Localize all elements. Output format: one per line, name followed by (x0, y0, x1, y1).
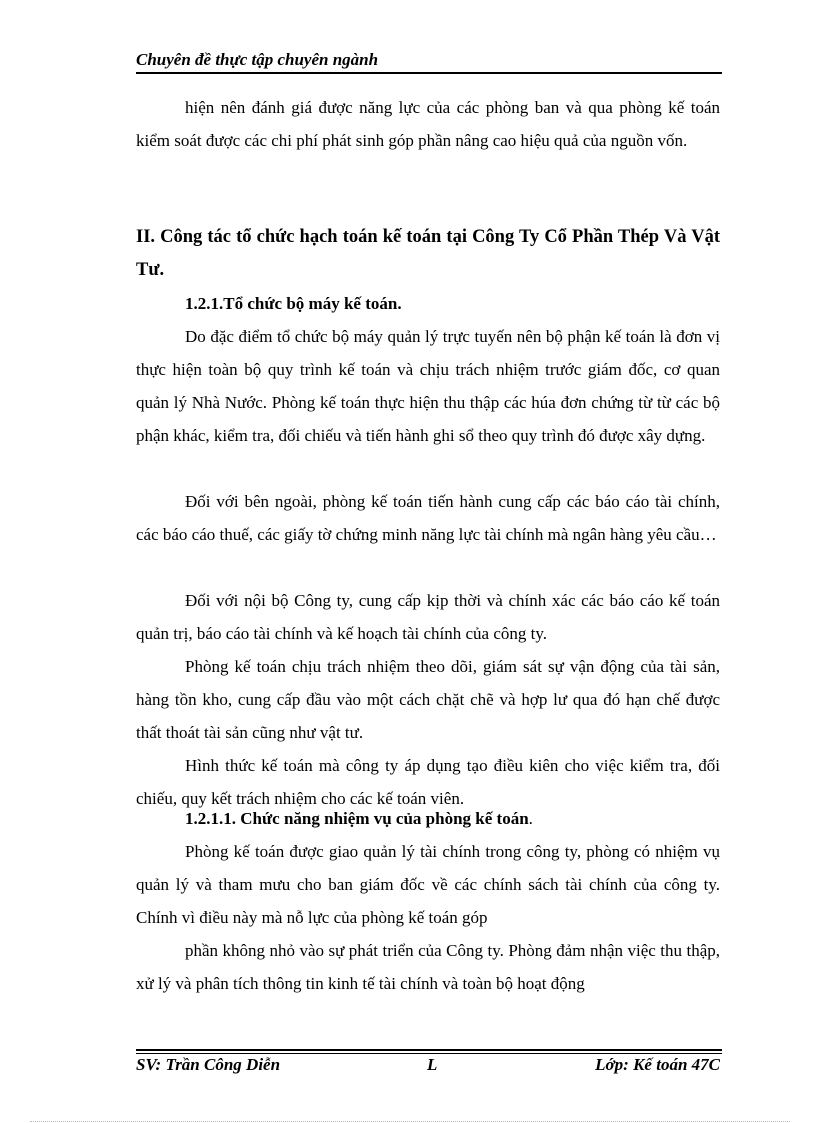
footer-student-name: SV: Trần Công Diễn (136, 1055, 281, 1074)
footer-page-number: L (427, 1055, 438, 1074)
paragraph-intro: hiện nên đánh giá được năng lực của các phòng ban và qua phòng kế toán kiểm soát được các chi phí phát sinh góp phần nâng cao hiệu quả của nguồn vốn. (136, 98, 720, 150)
section-heading-ii: II. Công tác tổ chức hạch toán kế toán tại Công Ty Cổ Phần Thép Và Vật Tư. (136, 227, 720, 280)
subheading-1-2-1: 1.2.1.Tổ chức bộ máy kế toán. (185, 294, 402, 313)
header-divider (136, 72, 722, 74)
footer-class: Lớp: Kế toán 47C (595, 1055, 720, 1074)
paragraph-functions-continued: phần không nhỏ vào sự phát triển của Công ty. Phòng đảm nhận việc thu thập, xử lý và phân tích thông tin kinh tế tài chính và toàn bộ hoạt động (136, 941, 720, 993)
paragraph-accounting-form: Hình thức kế toán mà công ty áp dụng tạo điều kiên cho việc kiểm tra, đối chiếu, quy kết trách nhiệm cho các kế toán viên. (136, 756, 720, 808)
subheading-1-2-1-1-text: 1.2.1.1. Chức năng nhiệm vụ của phòng kế toán (185, 809, 529, 828)
paragraph-responsibility: Phòng kế toán chịu trách nhiệm theo dõi, giám sát sự vận động của tài sản, hàng tồn kho, cung cấp đầu vào một cách chặt chẽ và hợp lư qua đó hạn chế được thất thoát tài sản cũng như vật tư. (136, 657, 720, 742)
paragraph-functions: Phòng kế toán được giao quản lý tài chính trong công ty, phòng có nhiệm vụ quản lý và tham mưu cho ban giám đốc về các chính sách tài chính của công ty. Chính vì điều này mà nỗ lực của phòng kế toán góp (136, 842, 720, 927)
subheading-1-2-1-1-dot: . (528, 809, 533, 828)
subheading-1-2-1-1 (185, 802, 533, 835)
paragraph-external: Đối với bên ngoài, phòng kế toán tiến hành cung cấp các báo cáo tài chính, các báo cáo thuế, các giấy tờ chứng minh năng lực tài chính mà ngân hàng yêu cầu… (136, 492, 720, 544)
footer-divider-thick (136, 1049, 722, 1051)
header-title: Chuyên đề thực tập chuyên ngành (136, 50, 379, 69)
page-edge-dotted-line (30, 1121, 790, 1122)
paragraph-internal: Đối với nội bộ Công ty, cung cấp kịp thời và chính xác các báo cáo kế toán quản trị, báo cáo tài chính và kế hoạch tài chính của công ty. (136, 591, 720, 643)
footer-divider-thin (136, 1053, 722, 1054)
paragraph-organization: Do đặc điểm tổ chức bộ máy quản lý trực tuyến nên bộ phận kế toán là đơn vị thực hiện toàn bộ quy trình kế toán và chịu trách nhiệm trước giám đốc, cơ quan quản lý Nhà Nước. Phòng kế toán thực hiện thu thập các húa đơn chứng từ từ các bộ phận khác, kiểm tra, đối chiếu và tiến hành ghi sổ theo quy trình đó được xây dựng. (136, 327, 720, 445)
